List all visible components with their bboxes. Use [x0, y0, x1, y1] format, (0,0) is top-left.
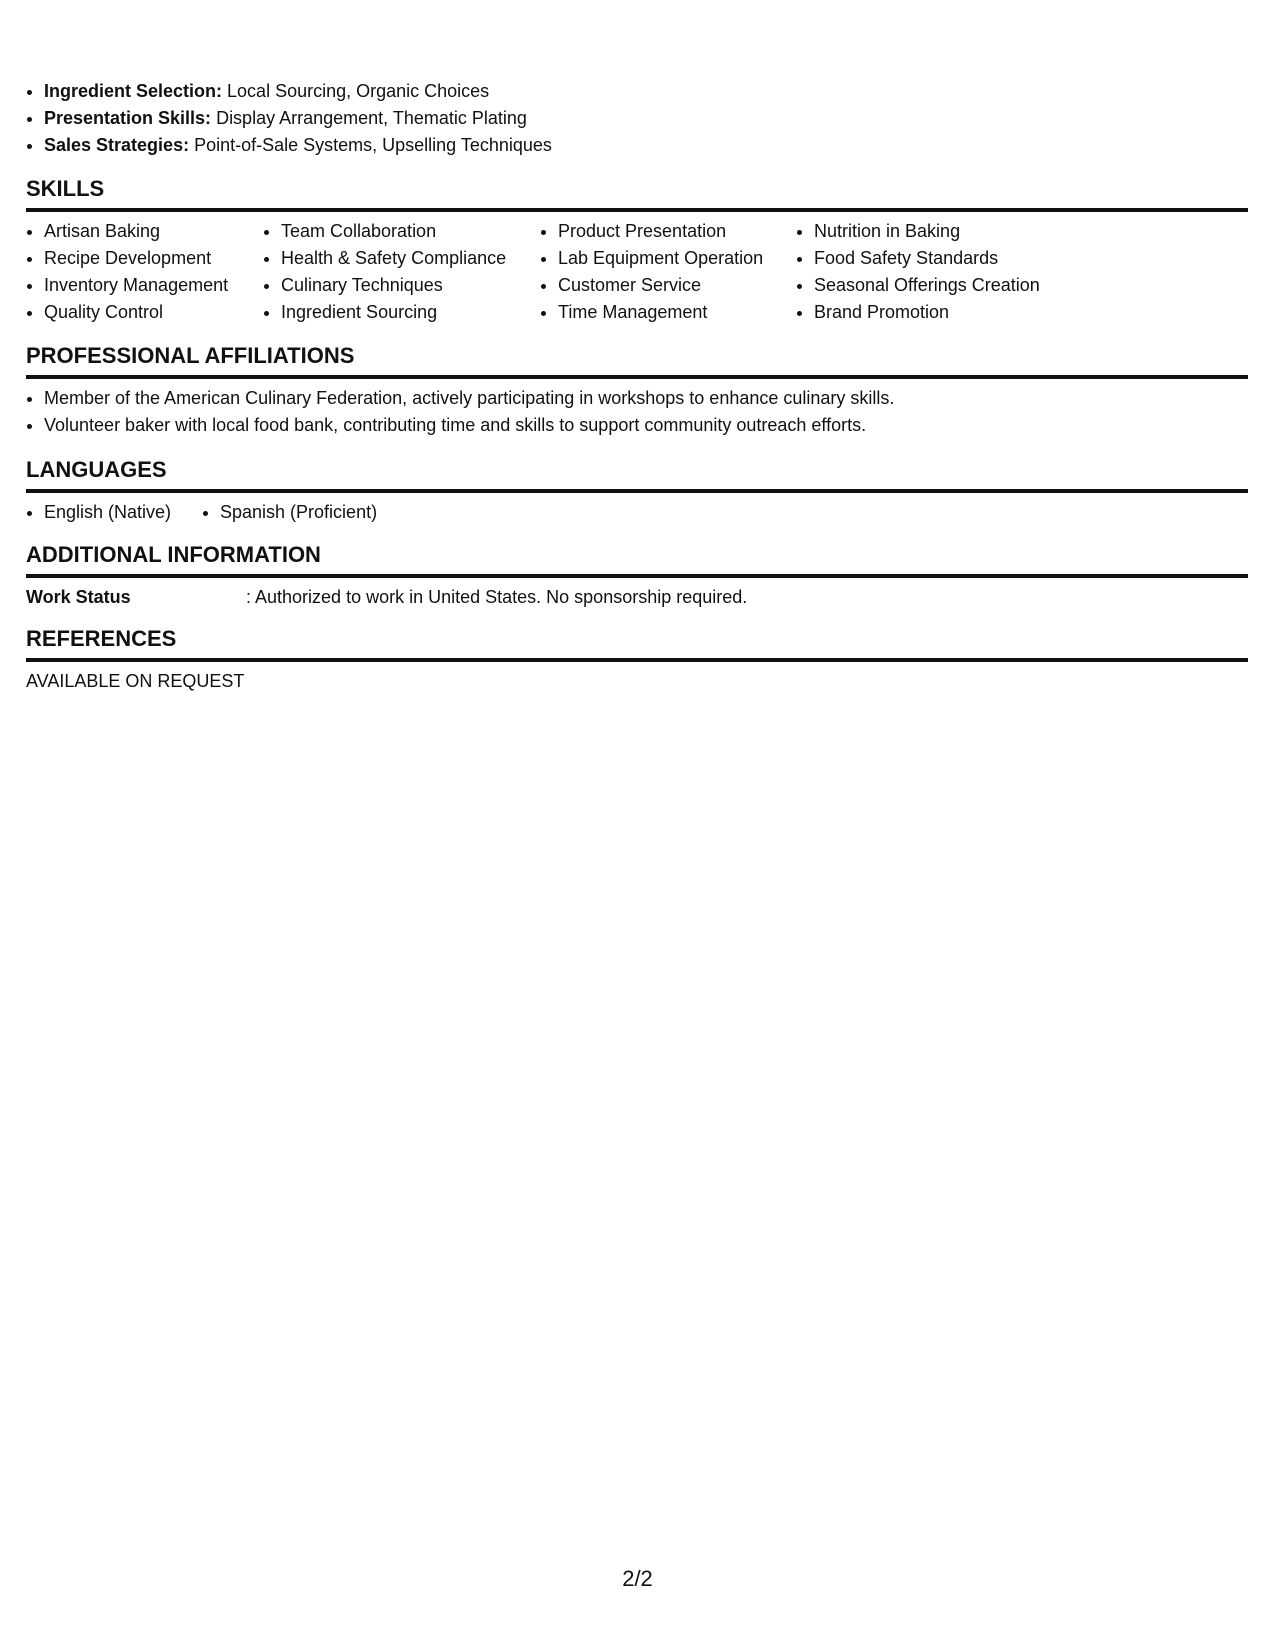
section-title: PROFESSIONAL AFFILIATIONS	[26, 343, 355, 368]
skills-grid	[26, 218, 1248, 326]
work-status-value: : Authorized to work in United States. No sponsorship required.	[246, 587, 748, 607]
item-lead: Presentation Skills:	[44, 108, 212, 128]
skill-item: • Artisan Baking	[44, 218, 263, 245]
skills-column	[540, 218, 796, 326]
references-section	[26, 626, 1248, 695]
work-status-label: Work Status	[26, 587, 131, 607]
page-number: 2/2	[622, 1566, 653, 1591]
item-lead: Sales Strategies:	[44, 135, 190, 155]
section-divider	[26, 375, 1248, 379]
resume-page	[26, 78, 1248, 695]
skills-column	[263, 218, 540, 326]
list-item: • Volunteer baker with local food bank, contributing time and skills to support community outreach efforts.	[44, 412, 1248, 439]
skill-item: • Customer Service	[558, 272, 796, 299]
skill-item: • Quality Control	[44, 299, 263, 326]
item-text: Point-of-Sale Systems, Upselling Techniques	[189, 135, 552, 155]
affiliations-section	[26, 343, 1248, 439]
skill-item: • Food Safety Standards	[814, 245, 1074, 272]
affiliations-list	[26, 385, 1248, 439]
item-text: Display Arrangement, Thematic Plating	[211, 108, 527, 128]
list-item	[44, 105, 1248, 132]
skill-item: • Product Presentation	[558, 218, 796, 245]
section-title: SKILLS	[26, 176, 105, 201]
skills-column	[26, 218, 263, 326]
item-lead: Ingredient Selection:	[44, 81, 223, 101]
work-status-row	[26, 584, 1248, 611]
skill-item: • Health & Safety Compliance	[281, 245, 540, 272]
section-divider	[26, 208, 1248, 212]
language-item: • Spanish (Proficient)	[220, 499, 377, 526]
skill-item: • Seasonal Offerings Creation	[814, 272, 1074, 299]
section-title: LANGUAGES	[26, 457, 167, 482]
languages-section	[26, 457, 1248, 526]
intro-skill-list	[26, 78, 1248, 159]
languages-list	[26, 499, 1248, 526]
skill-item: • Nutrition in Baking	[814, 218, 1074, 245]
section-divider	[26, 574, 1248, 578]
skill-item: • Team Collaboration	[281, 218, 540, 245]
item-text: Local Sourcing, Organic Choices	[222, 81, 490, 101]
section-title: REFERENCES	[26, 626, 177, 651]
references-text: AVAILABLE ON REQUEST	[26, 671, 245, 691]
skill-item: • Time Management	[558, 299, 796, 326]
section-divider	[26, 489, 1248, 493]
language-column	[202, 499, 377, 526]
additional-info-section	[26, 542, 1248, 611]
list-item	[44, 78, 1248, 105]
skill-item: • Culinary Techniques	[281, 272, 540, 299]
skill-item: • Recipe Development	[44, 245, 263, 272]
skill-item: • Lab Equipment Operation	[558, 245, 796, 272]
section-title: ADDITIONAL INFORMATION	[26, 542, 321, 567]
skills-section	[26, 176, 1248, 326]
skill-item: • Brand Promotion	[814, 299, 1074, 326]
list-item: • Member of the American Culinary Federation, actively participating in workshops to enhance culinary skills.	[44, 385, 1248, 412]
language-column	[26, 499, 202, 526]
skill-item: • Inventory Management	[44, 272, 263, 299]
list-item	[44, 132, 1248, 159]
skills-column	[796, 218, 1074, 326]
skill-item: • Ingredient Sourcing	[281, 299, 540, 326]
section-divider	[26, 658, 1248, 662]
language-item: • English (Native)	[44, 499, 202, 526]
